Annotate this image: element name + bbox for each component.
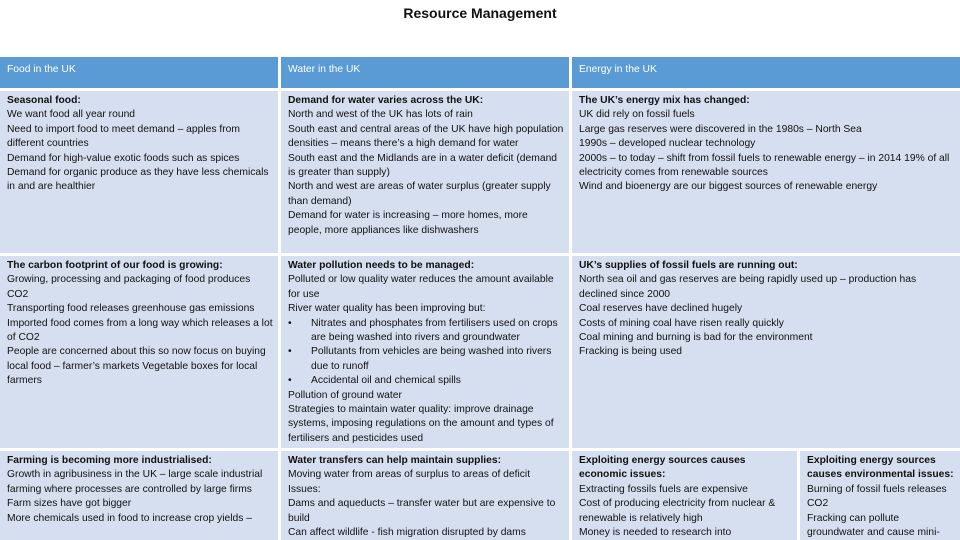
cell-line: Dams and aqueducts – transfer water but are expensive to build [288,498,556,524]
energy-mix-cell [572,91,960,253]
header-energy: Energy in the UK [572,57,960,88]
cell-line: Pollution of ground water [288,389,402,401]
header-water: Water in the UK [281,57,569,88]
cell-line: Extracting fossils fuels are expensive [579,483,748,495]
cell-line: North sea oil and gas reserves are being rapidly used up – production has declined since 2000 [579,274,917,300]
cell-line: Demand for water is increasing – more homes, more people, more appliances like dishwashers [288,210,528,236]
cell-heading: Seasonal food: [7,95,81,106]
cell-line: Coal mining and burning is bad for the environment [579,332,813,344]
cell-heading: Farming is becoming more industrialised: [7,455,212,466]
bullet-text: Accidental oil and chemical spills [311,375,461,387]
cell-line: South east and central areas of the UK have high population densities – means there’s a high demand for water [288,123,564,150]
header-food: Food in the UK [0,57,278,88]
cell-line: North and west are areas of water surplus (greater supply than demand) [288,181,551,207]
cell-heading: Exploiting energy sources causes environmental issues: [807,455,954,481]
cell-line: 1990s – developed nuclear technology [579,138,756,150]
bullet-icon: • [288,346,292,358]
cell-line: Wind and bioenergy are our biggest sources of renewable energy [579,181,878,193]
page-title: Resource Management [403,5,557,21]
cell-line: Polluted or low quality water reduces the amount available for use [288,274,554,300]
cell-line: Money is needed to research into [579,527,732,539]
cell-line: Moving water from areas of surplus to areas of deficit [288,469,531,481]
energy-economic-cell [572,451,797,540]
table-row [0,91,960,253]
cell-line: Farm sizes have got bigger [7,498,132,510]
bullet-item [288,345,564,374]
cell-line: Growth in agribusiness in the UK – large scale industrial farming where processes are controlled by large firms [7,469,263,495]
energy-fossil-cell [572,256,960,448]
table-row [0,451,960,540]
cell-heading: UK’s supplies of fossil fuels are running out: [579,260,798,271]
bullet-icon: • [288,375,292,387]
cell-line: Growing, processing and packaging of food produces CO2 [7,274,251,300]
cell-line: Fracking is being used [579,346,683,358]
water-demand-cell [281,91,569,253]
bullet-item [288,374,564,388]
cell-line: Burning of fossil fuels releases CO2 [807,483,947,510]
food-seasonal-cell [0,91,278,253]
cell-heading: Water pollution needs to be managed: [288,260,475,271]
bullet-item [288,317,564,346]
table-row [0,256,960,448]
cell-line: More chemicals used in food to increase crop yields – [7,512,252,524]
cell-line: Coal reserves have declined hugely [579,303,743,315]
cell-line: Fracking can pollute groundwater and cause mini- [807,512,940,539]
cell-line: South east and the Midlands are in a water deficit (demand is greater than supply) [288,152,558,179]
cell-line: Demand for organic produce as they have less chemicals in and are healthier [7,167,269,193]
cell-heading: Demand for water varies across the UK: [288,95,484,106]
water-transfer-cell [281,451,569,540]
cell-line: Large gas reserves were discovered in the 1980s – North Sea [579,123,862,135]
energy-environmental-cell [800,451,960,540]
cell-heading: The carbon footprint of our food is growing: [7,260,223,271]
cell-line: Demand for high-value exotic foods such as spices [7,152,240,164]
cell-line: People are concerned about this so now focus on buying local food – farmer’s markets Vegetable boxes for local farmers [7,346,266,387]
cell-line: Imported food comes from a long way which releases a lot of CO2 [7,317,273,344]
cell-line: Need to import food to meet demand – apples from different countries [7,123,240,150]
cell-heading: Water transfers can help maintain supplies: [288,455,502,466]
bullet-text: Pollutants from vehicles are being washed into rivers due to runoff [311,346,552,372]
cell-heading: Exploiting energy sources causes economic issues: [579,455,746,481]
cell-line: 2000s – to today – shift from fossil fuels to renewable energy – in 2014 19% of all electricity comes from renewable sources [579,152,950,179]
cell-line: River water quality has been improving but: [288,303,486,315]
food-carbon-cell [0,256,278,448]
cell-heading: The UK’s energy mix has changed: [579,95,750,106]
cell-line: Costs of mining coal have risen really quickly [579,317,784,329]
bullet-text: Nitrates and phosphates from fertilisers used on crops are being washed into rivers and groundwater [311,317,558,344]
table-header-row [0,57,960,88]
cell-line: Transporting food releases greenhouse gas emissions [7,303,255,315]
cell-line: UK did rely on fossil fuels [579,109,695,121]
cell-line: Cost of producing electricity from nuclear & renewable is relatively high [579,498,776,524]
cell-line: North and west of the UK has lots of rain [288,109,473,121]
cell-line: We want food all year round [7,109,136,121]
cell-line: Issues: [288,483,321,495]
water-pollution-cell [281,256,569,448]
food-farming-cell [0,451,278,540]
cell-line: Strategies to maintain water quality: improve drainage systems, imposing regulations on the amount and types of fertilisers and pesticides used [288,404,554,444]
bullet-icon: • [288,317,292,329]
cell-line: Can affect wildlife - fish migration disrupted by dams [288,527,526,539]
